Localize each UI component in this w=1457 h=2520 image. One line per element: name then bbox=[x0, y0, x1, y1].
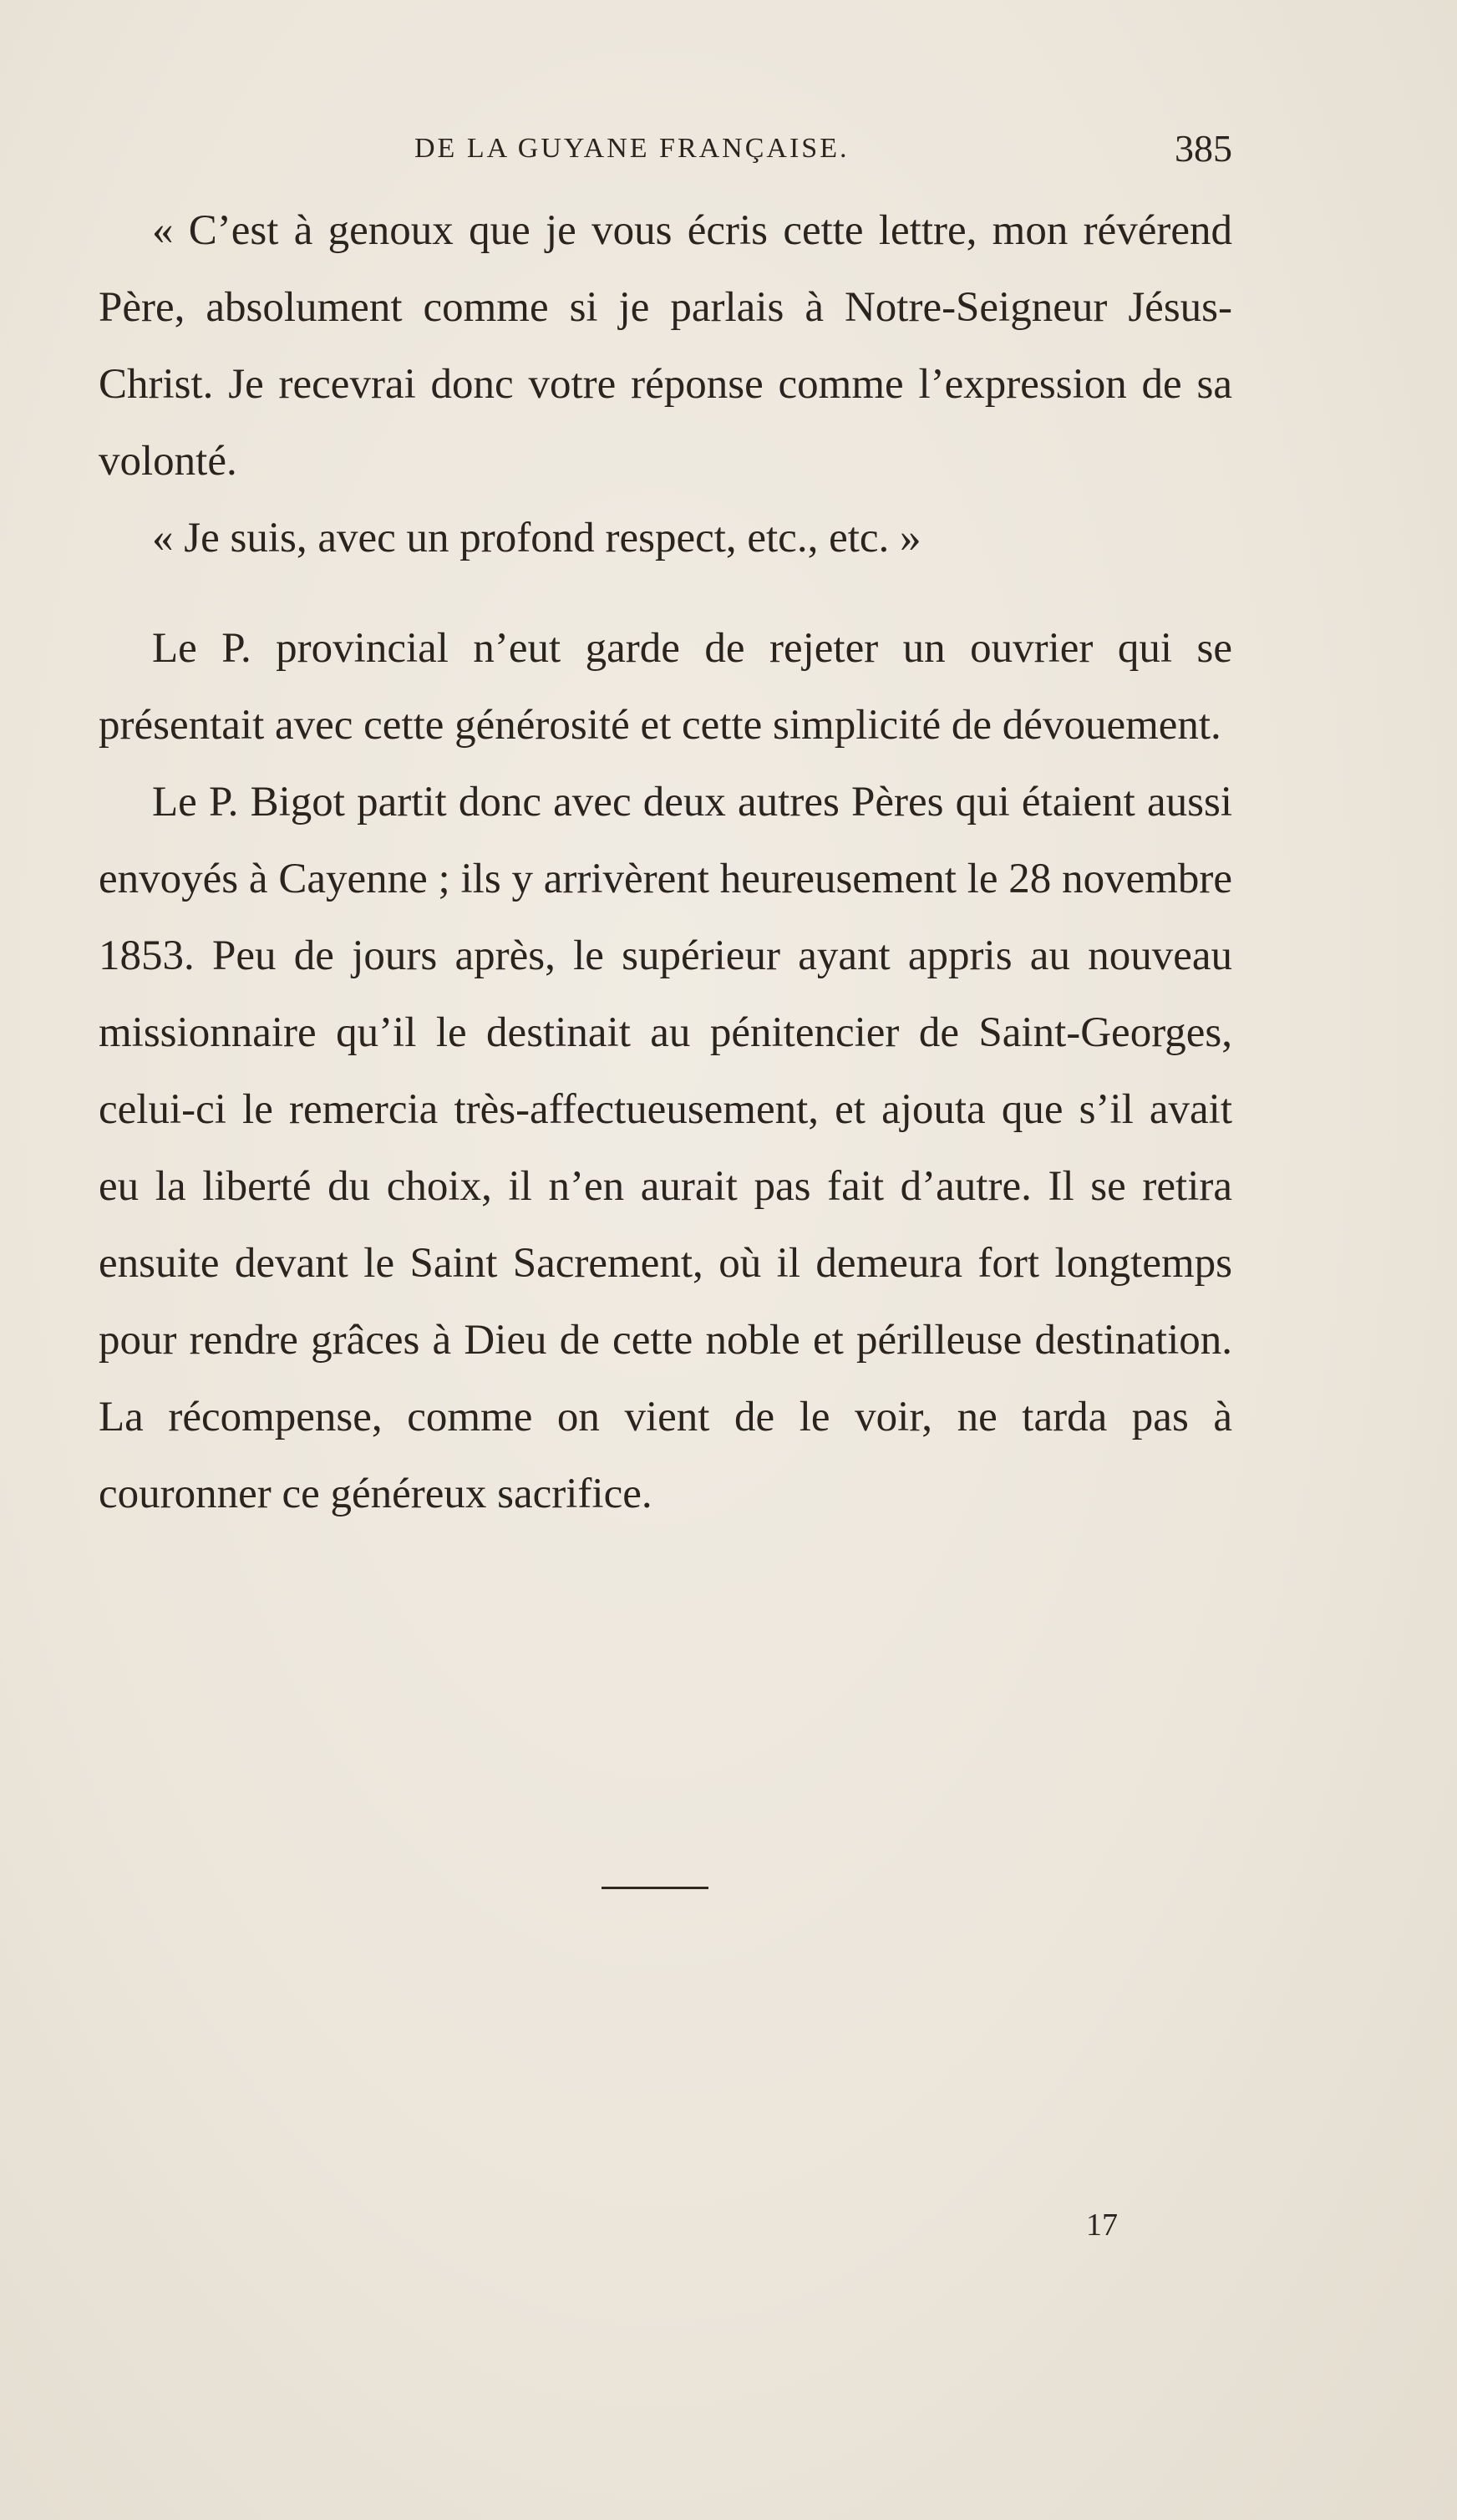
section-divider bbox=[602, 1887, 708, 1889]
paragraph-gap bbox=[99, 577, 1232, 610]
body-text bbox=[99, 192, 1232, 1532]
narrative-paragraph: Le P. Bigot partit donc avec deux autres Pères qui étaient aussi envoyés à Cayenne ; ils y arrivèrent heureusement le 28 novembre 1853. Peu de jours après, le supérieur ayant appris au nouveau missionnaire qu’il le destinait au pénitencier de Saint-Georges, celui-ci le remercia très-affectueusement, et ajouta que s’il avait eu la liberté du choix, il n’en aurait pas fait d’autre. Il se retira ensuite devant le Saint Sacrement, où il demeura fort longtemps pour rendre grâces à Dieu de cette noble et périlleuse destination. La récompense, comme on vient de le voir, ne tarda pas à couronner ce généreux sacrifice. bbox=[99, 779, 1232, 1517]
letter-closing: « Je suis, avec un profond respect, etc., etc. » bbox=[152, 515, 921, 561]
signature-mark: 17 bbox=[1086, 2208, 1118, 2243]
page-number: 385 bbox=[1175, 127, 1232, 170]
narrative-paragraph: Le P. provincial n’eut garde de rejeter un ouvrier qui se présentait avec cette générosité et cette simplicité de dévouement. bbox=[99, 625, 1232, 749]
page-header bbox=[414, 124, 1232, 174]
letter-paragraph: « C’est à genoux que je vous écris cette lettre, mon révérend Père, absolument comme si je parlais à Notre-Seigneur Jésus-Christ. Je recevrai donc votre réponse comme l’expression de sa volonté. bbox=[99, 207, 1232, 485]
running-title: DE LA GUYANE FRANÇAISE. bbox=[414, 133, 850, 164]
